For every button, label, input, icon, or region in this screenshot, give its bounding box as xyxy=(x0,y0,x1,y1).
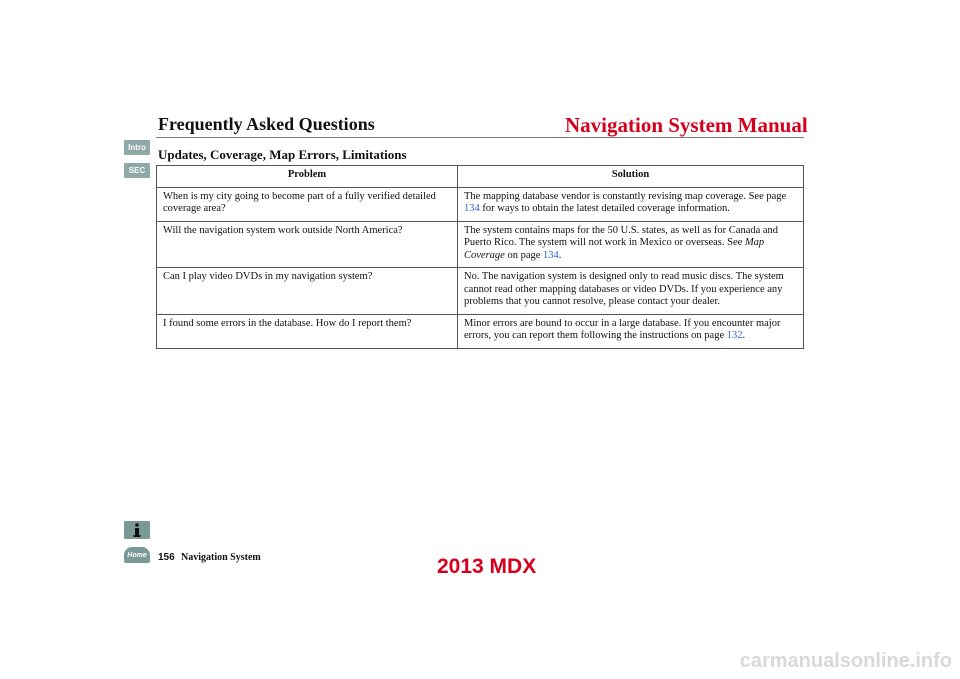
solution-text: . xyxy=(742,330,746,341)
column-header-solution: Solution xyxy=(458,166,804,188)
solution-text: . xyxy=(558,249,562,261)
intro-tab[interactable] xyxy=(124,140,150,155)
problem-cell: Will the navigation system work outside North America? xyxy=(157,221,458,268)
problem-cell: When is my city going to become part of a fully verified detailed coverage area? xyxy=(157,187,458,221)
column-header-problem: Problem xyxy=(157,166,458,188)
info-glyph-icon xyxy=(132,523,142,537)
section-heading: Updates, Coverage, Map Errors, Limitations xyxy=(158,147,407,162)
page-link[interactable]: 134 xyxy=(543,249,559,261)
solution-text: The system contains maps for the 50 U.S. states, as well as for Canada and Puerto Rico. The system will not work in Mexico or overseas. See xyxy=(464,224,779,248)
table-row xyxy=(157,187,804,221)
solution-cell: No. The navigation system is designed only to read music discs. The system cannot read other mapping databases or video DVDs. If you experience any problems that you cannot resolve, please contact your dealer. xyxy=(458,268,804,315)
table-row xyxy=(157,314,804,348)
page-link[interactable]: 132 xyxy=(726,330,743,341)
title-divider xyxy=(156,137,804,138)
table-header-row xyxy=(157,166,804,188)
footer-label: Navigation System xyxy=(181,552,261,563)
solution-text: Minor errors are bound to occur in a large database. If you encounter major errors, you can report them following the instructions on page xyxy=(464,317,781,341)
solution-text: for ways to obtain the latest detailed coverage information. xyxy=(479,203,730,214)
sec-tab[interactable] xyxy=(124,163,150,178)
problem-cell: I found some errors in the database. How do I report them? xyxy=(157,314,458,348)
sec-tab-label: SEC xyxy=(128,166,146,175)
manual-title: Navigation System Manual xyxy=(565,113,808,137)
model-label: 2013 MDX xyxy=(437,555,537,578)
problem-cell: Can I play video DVDs in my navigation system? xyxy=(157,268,458,315)
home-icon-label: Home xyxy=(127,551,147,559)
home-icon[interactable] xyxy=(124,547,150,563)
faq-table xyxy=(156,165,804,349)
solution-text: on page xyxy=(504,249,544,261)
solution-cell xyxy=(458,221,804,268)
solution-cell xyxy=(458,314,804,348)
intro-tab-label: Intro xyxy=(128,143,146,152)
solution-text: The mapping database vendor is constantly revising map coverage. See page xyxy=(464,190,787,202)
table-row xyxy=(157,268,804,315)
page-number: 156 xyxy=(158,552,175,563)
info-icon[interactable] xyxy=(124,521,150,539)
solution-italic-text: Map Coverage xyxy=(464,237,765,261)
table-row xyxy=(157,221,804,268)
watermark: carmanualsonline.info xyxy=(739,650,952,672)
page-title: Frequently Asked Questions xyxy=(158,114,375,134)
page-link[interactable]: 134 xyxy=(464,203,480,214)
solution-cell xyxy=(458,187,804,221)
